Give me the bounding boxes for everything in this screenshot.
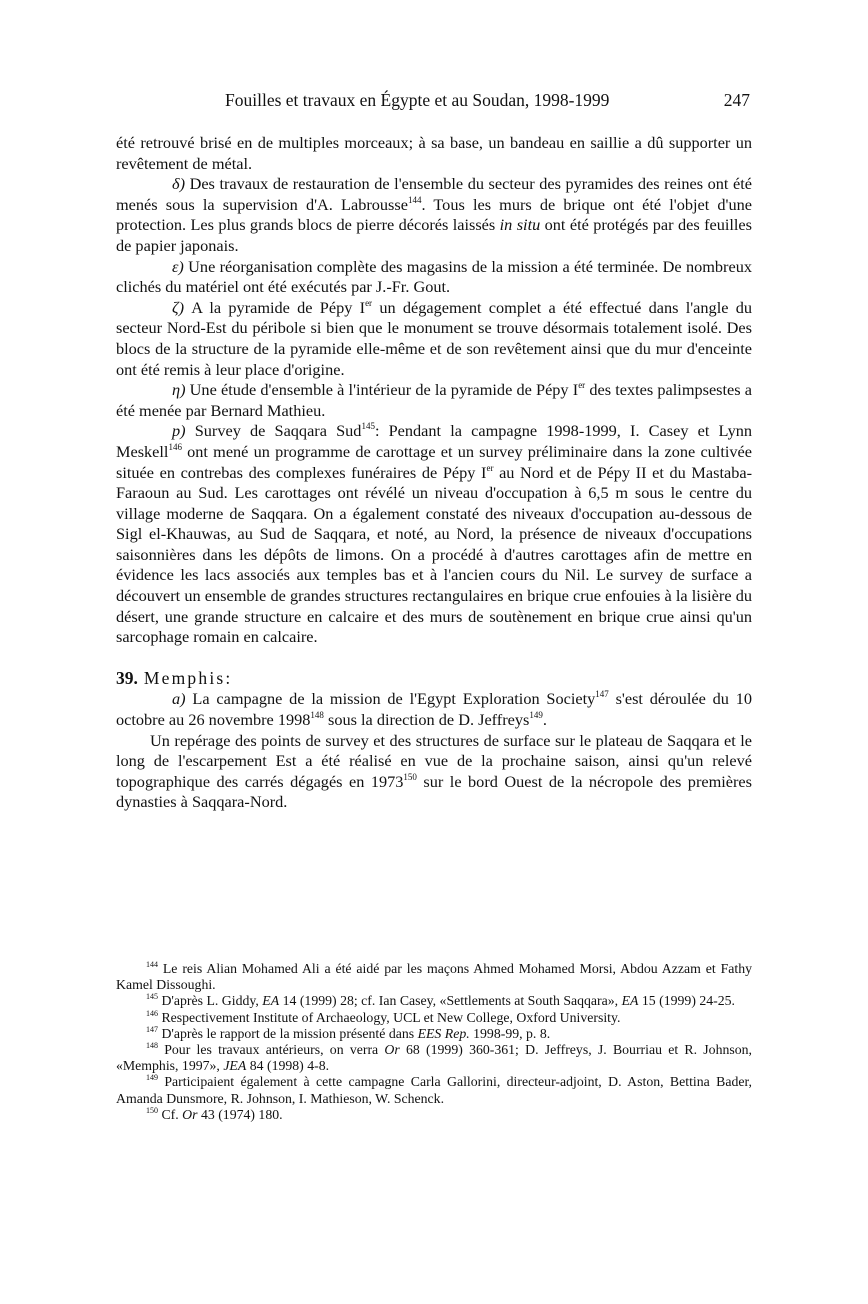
footnote-ref-149[interactable]: 149 [529, 710, 543, 721]
page-number: 247 [723, 90, 750, 110]
footnote-ref-145[interactable]: 145 [361, 421, 375, 432]
footnote-ref-148[interactable]: 148 [310, 710, 324, 721]
paragraph-eta: η) Une étude d'ensemble à l'intérieur de la pyramide de Pépy Ier des textes palimpsestes a été menée par Bernard Mathieu. [116, 380, 753, 420]
footnote-ref-150[interactable]: 150 [403, 771, 417, 782]
paragraph-survey-saqqara-sud: p) Survey de Saqqara Sud$^{145}$: Pendant la campagne 1998-1999, I. Casey et Lynn Meskell$^{146}$ ont mené un programme de carottage et un survey préliminaire dans la zone cultivée située en contrebas des complexes funéraires de Pépy Ier au Nord et de Pépy II et du Mastaba-Faraoun au Sud. Les carottages ont révélé un niveau d'occupation à 6,5 m sous le centre du village moderne de Saqqara. On a également constaté des niveaux d'occupation au-dessous de Sigl el-Khauwas, au Sud de Saqqara, et noté, au Nord, la présence de niveaux d'occupations saisonnières dans les dépôts de limons. On a procédé à d'autres carottages afin de mettre en évidence les lacs associés aux temples bas et à l'ancien cours du Nil. Le survey de surface a découvert un ensemble de grandes structures rectangulaires en brique crue enfouies à la lisière du désert, une grande structure en calcaire et des murs de soutènement en brique crue ainsi qu'un sarcophage romain en calcaire. [116, 421, 752, 647]
paragraph-memphis-a: a) La campagne de la mission de l'Egypt Exploration Society$^{147}$ s'est déroulée du 10 octobre au 26 novembre 1998$^{148}$ sous la direction de D. Jeffreys$^{149}$. [116, 689, 752, 730]
main-text [116, 133, 752, 813]
footnote-ref-147[interactable]: 147 [595, 689, 609, 700]
paragraph-zeta: ζ) A la pyramide de Pépy Ier un dégagement complet a été effectué dans l'angle du secteur Nord-Est du péribole si bien que le monument se trouve désormais totalement isolé. Des blocs de la structure de la pyramide elle-même et de son revêtement ainsi que du mur d'enceinte ont été remis à leur place d'origine. [116, 297, 752, 379]
footnote-145: $^{145}$ D'après L. Giddy, EA 14 (1999) 28; cf. Ian Casey, «Settlements at South Saqqara», EA 15 (1999) 24-25. [146, 992, 736, 1009]
running-title: Fouilles et travaux en Égypte et au Soudan, 1998-1999 [225, 90, 610, 110]
section-title: Memphis: [143, 667, 233, 688]
footnote-150: $^{150}$ Cf. Or 43 (1974) 180. [146, 1105, 283, 1122]
footnote-ref-146[interactable]: 146 [168, 441, 182, 452]
running-header [116, 90, 752, 116]
footnote-144: $^{144}$ Le reis Alian Mohamed Ali a été aidé par les maçons Ahmed Mohamed Morsi, Abdou Azzam et Fathy Kamel Dissoughi. [116, 960, 752, 993]
footnote-ref-144[interactable]: 144 [407, 194, 422, 205]
paragraph-memphis-survey: Un repérage des points de survey et des structures de surface sur le plateau de Saqqara et le long de l'escarpement Est a été réalisé en vue de la prochaine saison, ainsi qu'un relevé topographique des carrés dégagés en 1973$^{150}$ sur le bord Ouest de la nécropole des premières dynasties à Saqqara-Nord. [116, 730, 752, 812]
section-number: 39. [116, 667, 138, 688]
paragraph-epsilon: ε) Une réorganisation complète des magasins de la mission a été terminée. De nombreux clichés du matériel ont été exécutés par J.-Fr. Gout. [116, 256, 752, 297]
paragraph-continuation: été retrouvé brisé en de multiples morceaux; à sa base, un bandeau en saillie a dû supporter un revêtement de métal. [116, 133, 752, 173]
footnote-148: $^{148}$ Pour les travaux antérieurs, on verra Or 68 (1999) 360-361; D. Jeffreys, J. Bourriau et R. Johnson, «Memphis, 1997», JEA 84 (1998) 4-8. [116, 1041, 752, 1074]
footnote-149: $^{149}$ Participaient également à cette campagne Carla Gallorini, directeur-adjoint, D. Aston, Bettina Bader, Amanda Dunsmore, R. Johnson, I. Mathieson, W. Schenck. [116, 1073, 752, 1106]
footnotes [116, 961, 752, 1123]
paragraph-delta: δ) Des travaux de restauration de l'ensemble du secteur des pyramides des reines ont été menés sous la supervision d'A. Labrousse$^{144}$. Tous les murs de brique ont été l'objet d'une protection. Les plus grands blocs de pierre décorés laissés in situ ont été protégés par des feuilles de papier japonais. [116, 174, 752, 255]
section-heading-memphis [116, 668, 752, 689]
footnote-147: $^{147}$ D'après le rapport de la mission présenté dans EES Rep. 1998-99, p. 8. [146, 1024, 551, 1041]
footnote-146: $^{146}$ Respectivement Institute of Archaeology, UCL et New College, Oxford University. [146, 1008, 621, 1025]
